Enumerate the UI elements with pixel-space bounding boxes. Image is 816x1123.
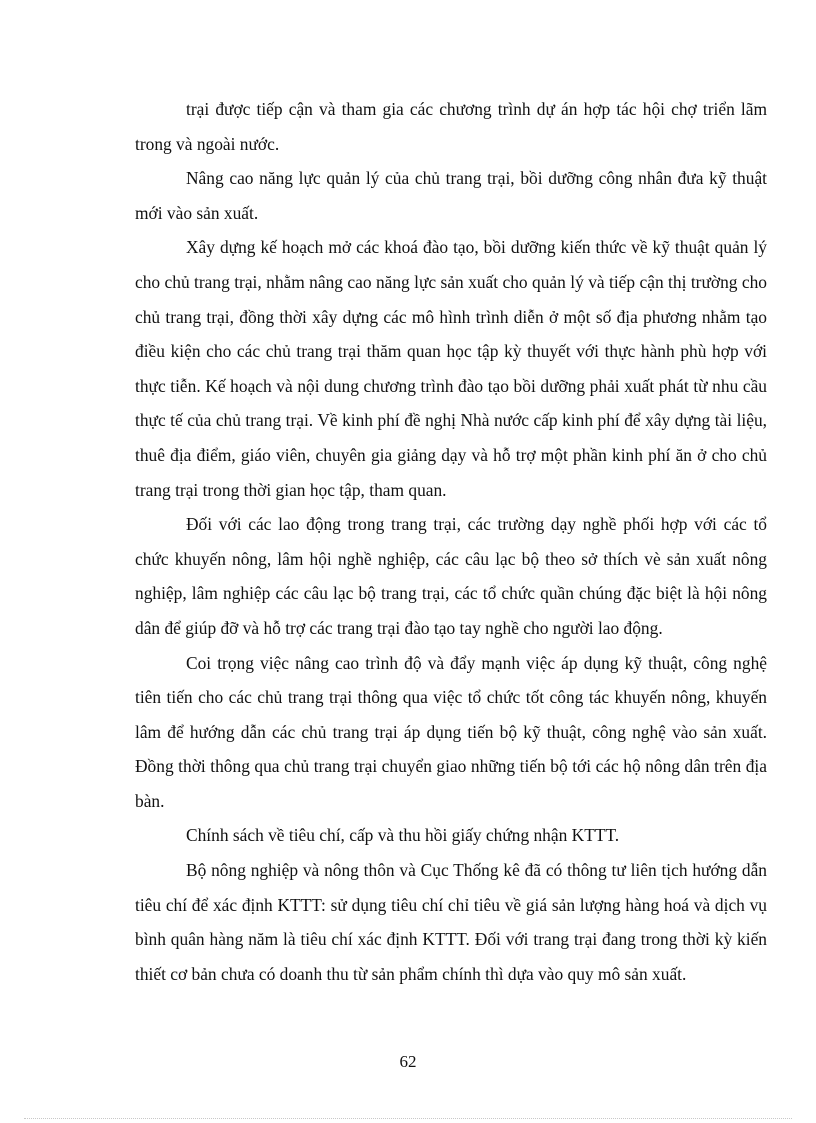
paragraph-1: trại được tiếp cận và tham gia các chương trình dự án hợp tác hội chợ triển lãm trong và ngoài nước. <box>135 99 767 154</box>
paragraph-6: Chính sách về tiêu chí, cấp và thu hồi giấy chứng nhận KTTT. <box>186 825 620 846</box>
page-bottom-divider <box>24 1118 792 1119</box>
paragraph-3: Xây dựng kế hoạch mở các khoá đào tạo, bồi dưỡng kiến thức về kỹ thuật quản lý cho chủ trang trại, nhằm nâng cao năng lực sản xuất cho quản lý và tiếp cận thị trường cho chủ trang trại, đồng thời xây dựng các mô hình trình diễn ở một số địa phương nhằm tạo điều kiện cho các chủ trang trại thăm quan học tập kỳ thuyết với thực hành phù hợp với thực tiễn. Kế hoạch và nội dung chương trình đào tạo bồi dưỡng phải xuất phát từ nhu cầu thực tế của chủ trang trại. Về kinh phí đề nghị Nhà nước cấp kinh phí để xây dựng tài liệu, thuê địa điểm, giáo viên, chuyên gia giảng dạy và hỗ trợ một phần kinh phí ăn ở cho chủ trang trại trong thời gian học tập, tham quan. <box>135 237 767 500</box>
document-body <box>135 92 767 991</box>
paragraph-2: Nâng cao năng lực quản lý của chủ trang trại, bồi dưỡng công nhân đưa kỹ thuật mới vào sản xuất. <box>135 168 767 223</box>
page-number: 62 <box>399 1052 417 1071</box>
paragraph-7: Bộ nông nghiệp và nông thôn và Cục Thống kê đã có thông tư liên tịch hướng dẫn tiêu chí để xác định KTTT: sử dụng tiêu chí chỉ tiêu về giá sản lượng hàng hoá và dịch vụ bình quân hàng năm là tiêu chí xác định KTTT. Đối với trang trại đang trong thời kỳ kiến thiết cơ bản chưa có doanh thu từ sản phẩm chính thì dựa vào quy mô sản xuất. <box>135 860 767 984</box>
paragraph-5: Coi trọng việc nâng cao trình độ và đẩy mạnh việc áp dụng kỹ thuật, công nghệ tiên tiến cho các chủ trang trại thông qua việc tổ chức tốt công tác khuyến nông, khuyến lâm để hướng dẫn các chủ trang trại áp dụng tiến bộ kỹ thuật, công nghệ vào sản xuất. Đồng thời thông qua chủ trang trại chuyển giao những tiến bộ tới các hộ nông dân trên địa bàn. <box>135 652 767 811</box>
paragraph-4: Đối với các lao động trong trang trại, các trường dạy nghề phối hợp với các tổ chức khuyến nông, lâm hội nghề nghiệp, các câu lạc bộ theo sở thích vè sản xuất nông nghiệp, lâm nghiệp các câu lạc bộ trang trại, các tổ chức quần chúng đặc biệt là hội nông dân để giúp đỡ và hỗ trợ các trang trại đào tạo tay nghề cho người lao động. <box>135 514 767 638</box>
